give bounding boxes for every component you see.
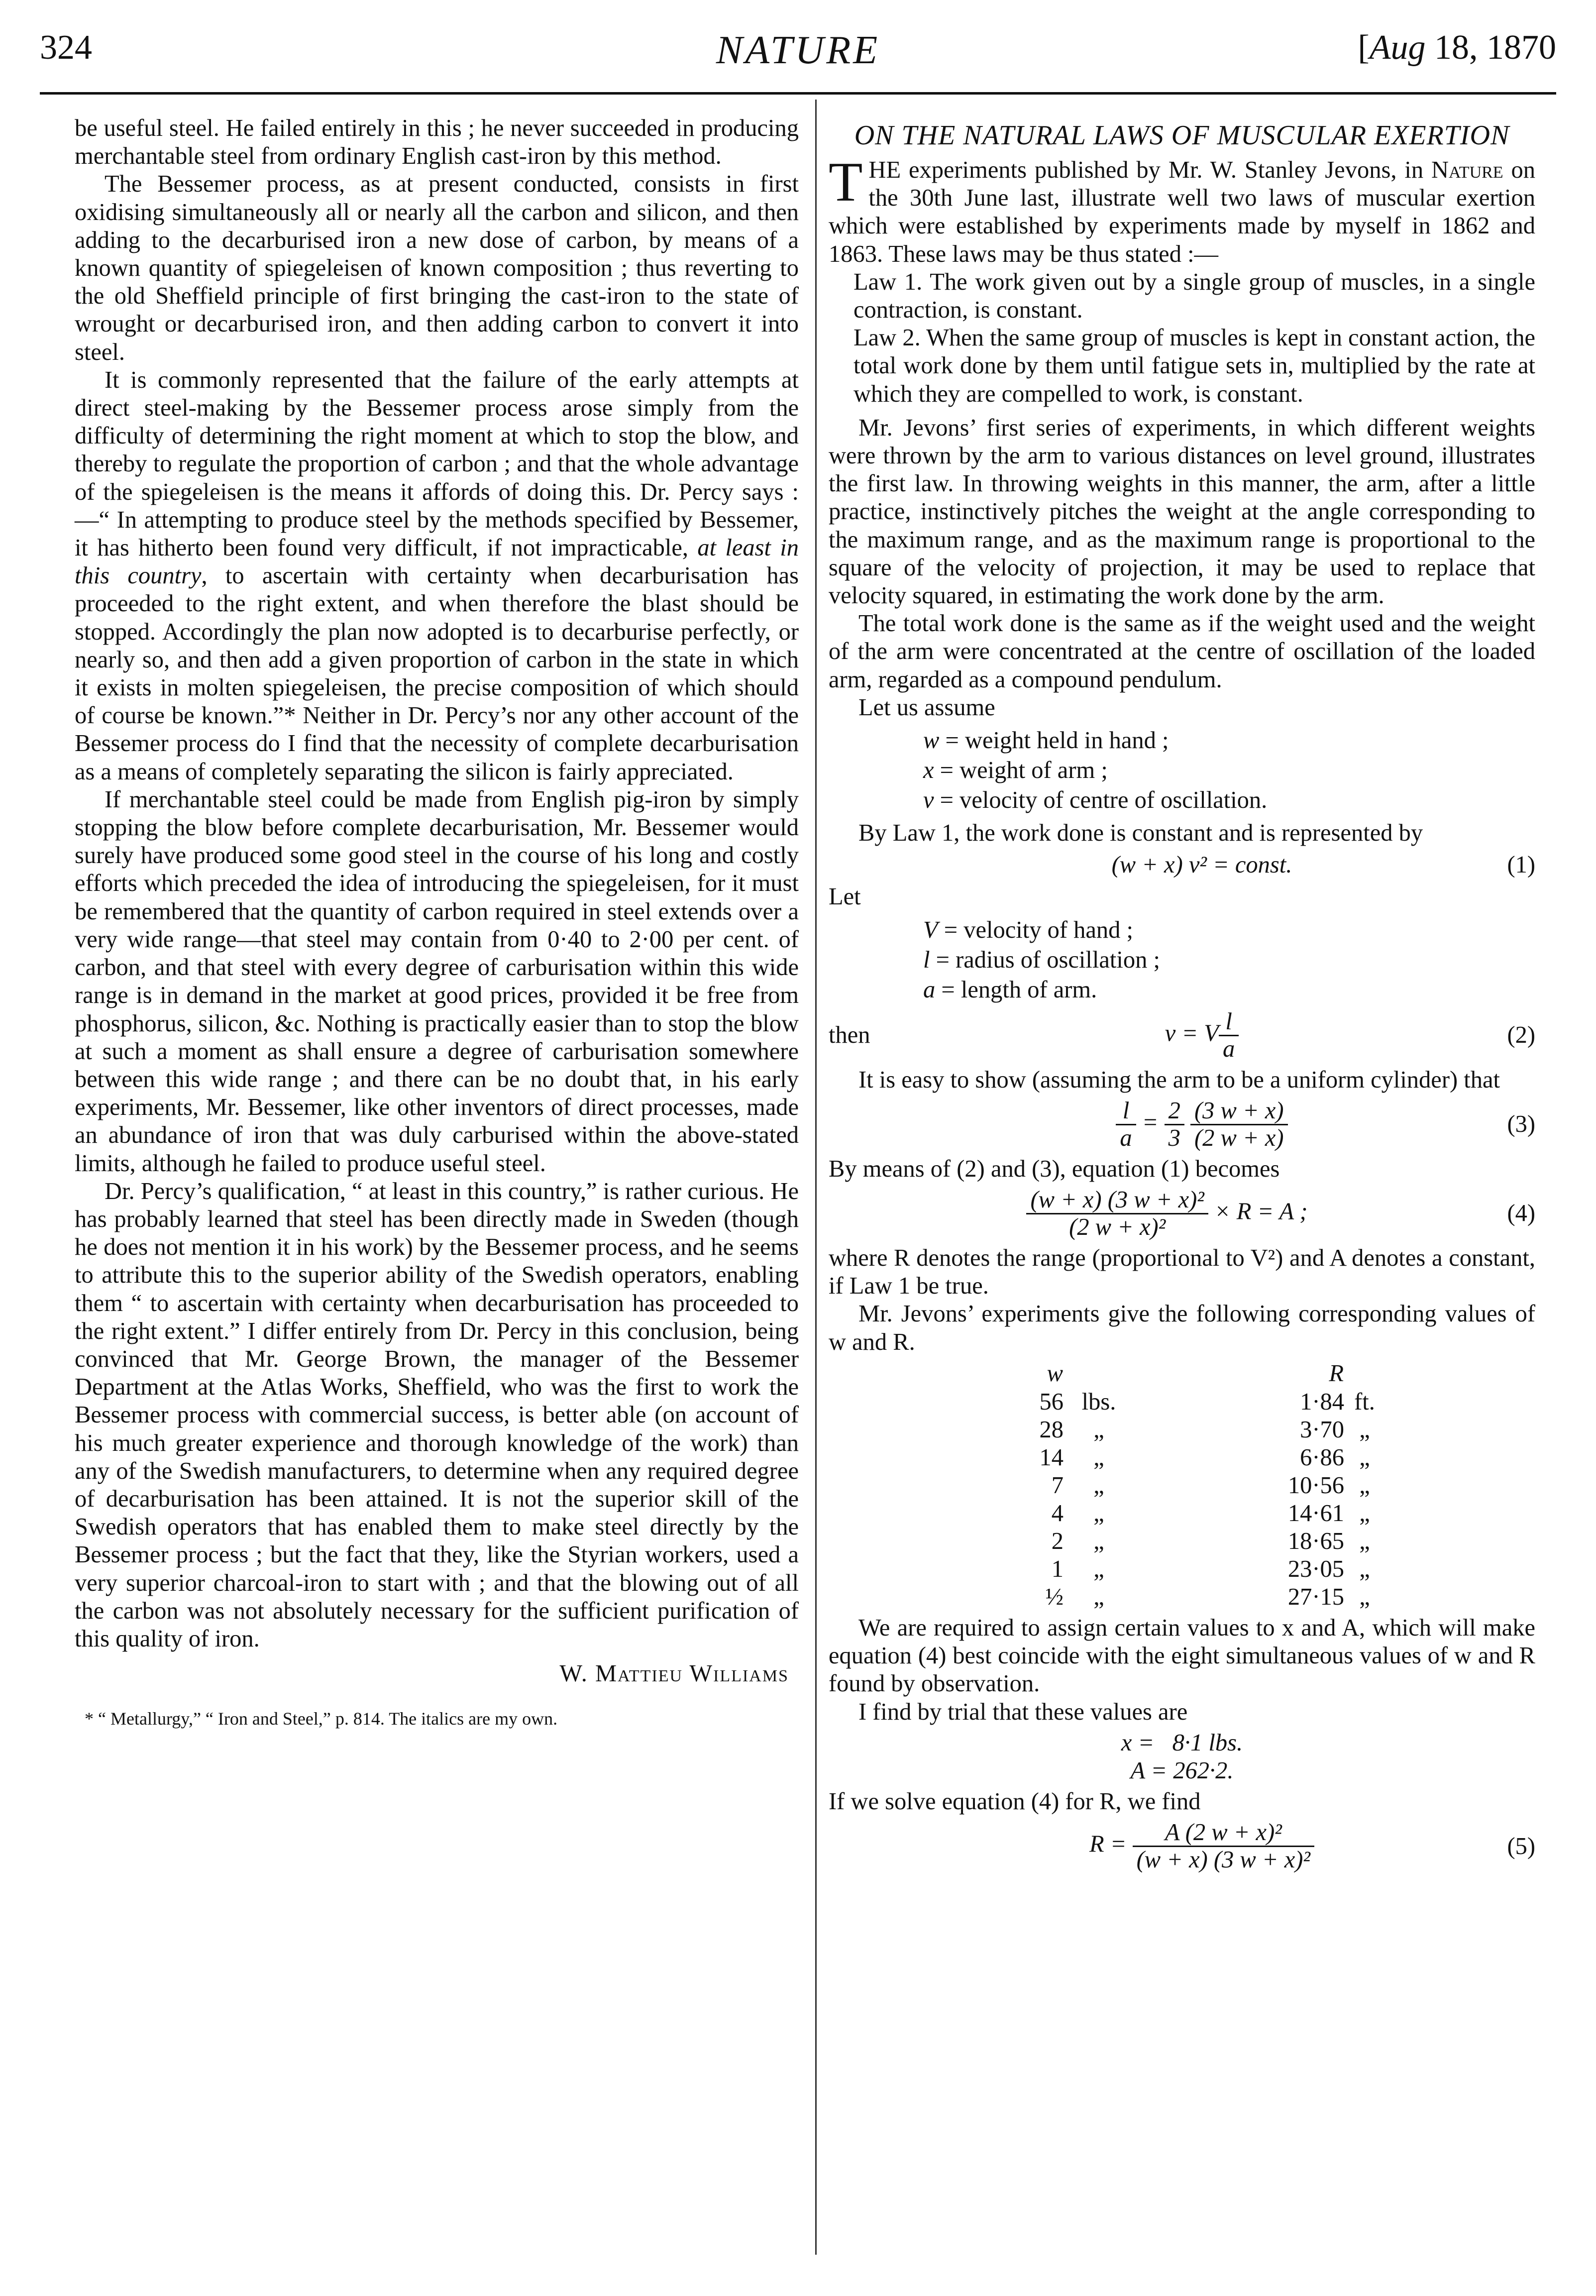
definition: w = weight held in hand ; [923,727,1169,754]
table-row: 2 „ 18·65 „ [1051,1528,1370,1554]
journal-title: NATURE [716,28,880,72]
right-column [829,119,1535,1877]
article-title: ON THE NATURAL LAWS OF MUSCULAR EXERTION [854,120,1510,151]
author-signature: W. Mattieu Williams [559,1660,789,1687]
definitions-2 [923,915,1535,1005]
paragraph: By Law 1, the work done is constant and is represented by [858,820,1423,847]
table-row: 1 „ 23·05 „ [1051,1555,1370,1582]
value-x: x = 8·1 lbs. [1121,1729,1243,1756]
value-a: A = 262·2. [1130,1757,1234,1784]
table-header: w R [1047,1360,1344,1387]
paragraph: It is easy to show (assuming the arm to be a uniform cylinder) that [858,1066,1500,1093]
table-row: ½ „ 27·15 „ [1045,1583,1370,1610]
paragraph: If merchantable steel could be made from English pig-iron by simply stopping the blow before complete decarburisation, Mr. Bessemer would surely have produced some good steel in the course of his long and costly efforts which preceded the idea of introducing the spiegeleisen, for it must be remembered that the quantity of carbon required in steel extends over a very wide range—that steel may contain from 0·40 to 2·00 per cent. of carbon, and that steel with every degree of carburisation within this wide range is in demand in the market at good prices, provided it be free from phosphorus, silicon, &c. Nothing is practically easier than to stop the blow at such a moment as shall ensure a degree of carburisation somewhere between this wide range ; and there can be no doubt that, in his early experiments, Mr. Bessemer, like other inventors of direct processes, made an abundance of iron that was duly carburised within the above-stated limits, although he failed to produce useful steel. [75,786,799,1177]
data-table [978,1359,1385,1611]
column-divider [815,100,817,2255]
law-1: Law 1. The work given out by a single group of muscles, in a single contraction, is constant. [853,268,1535,324]
definition: V = velocity of hand ; [923,916,1133,943]
definition: a = length of arm. [923,976,1097,1003]
definitions-1 [923,726,1535,815]
paragraph: If we solve equation (4) for R, we find [829,1788,1201,1815]
paragraph: be useful steel. He failed entirely in this ; he never succeeded in producing merchantable steel from ordinary English cast-iron by this method. [75,115,799,170]
paragraph: It is commonly represented that the failure of the early attempts at direct steel-making by the Bessemer process arose simply from the difficulty of determining the right moment at which to stop the blow, and thereby to regulate the proportion of carbon ; and that the whole advantage of the spiegeleisen is the means it affords of doing this. Dr. Percy says :—“ In attempting to produce steel by the methods specified by Bessemer, it has hitherto been found very difficult, if not impracticable, at least in this country, to ascertain with certainty when decarburisation has proceeded to the right extent, and when therefore the blast should be stopped. Accordingly the plan now adopted is to decarburise perfectly, or nearly so, and then add a given proportion of carbon in the state in which it exists in molten spiegeleisen, the precise composition of which should of course be known.”* Neither in Dr. Percy’s nor any other account of the Bessemer process do I find that the necessity of complete decarburisation as a means of completely separating the silicon is fairly appreciated. [75,366,799,785]
paragraph: Let [829,883,861,910]
drop-cap: T [829,151,863,213]
definition: v = velocity of centre of oscillation. [923,787,1268,814]
paragraph: Mr. Jevons’ experiments give the following corresponding values of w and R. [829,1301,1535,1355]
definition: l = radius of oscillation ; [923,946,1160,973]
intro-paragraph: THE experiments published by Mr. W. Stanley Jevons, in Nature on the 30th June last, illustrate well two laws of muscular exertion which were established by experiments made by myself in 1862 and 1863. These laws may be thus stated :— [829,151,1535,267]
running-header [40,28,1556,78]
issue-date: [Aug 18, 1870 [1358,28,1556,67]
header-rule [40,92,1556,95]
paragraph: The total work done is the same as if the weight used and the weight of the arm were concentrated at the centre of oscillation of the loaded arm, regarded as a compound pendulum. [829,610,1535,693]
law-2: Law 2. When the same group of muscles is kept in constant action, the total work done by them until fatigue sets in, multiplied by the rate at which they are compelled to work, is constant. [853,325,1535,407]
left-column [75,114,799,1730]
paragraph: I find by trial that these values are [858,1698,1188,1725]
definition: x = weight of arm ; [923,757,1108,784]
equation-2: then v = V $\frac{l}{a}$ (2) [829,1008,1535,1062]
page-number: 324 [40,28,92,67]
table-row: 28 „ 3·70 „ [1039,1416,1370,1443]
paragraph: The Bessemer process, as at present conducted, consists in first oxidising simultaneously all or nearly all the carbon and silicon, and then adding to the decarburised iron a new dose of carbon, by means of a known quantity of spiegeleisen of known composition ; thus reverting to the old Sheffield principle of first bringing the cast-iron to the state of wrought or decarburised iron, and then adding carbon to convert it into steel. [75,171,799,365]
result-values [829,1729,1535,1785]
paragraph: By means of (2) and (3), equation (1) becomes [829,1155,1280,1182]
paragraph: Let us assume [858,694,995,721]
paragraph: We are required to assign certain values to x and A, which will make equation (4) best coincide with the eight simultaneous values of w and R found by observation. [829,1614,1535,1697]
table-row: 7 „ 10·56 „ [1051,1472,1370,1499]
paragraph: where R denotes the range (proportional to V²) and A denotes a constant, if Law 1 be true. [829,1245,1535,1300]
equation-4: $\frac{\text{(w + x) (3 w + x)²}}{\text{(2 w + x)²}}$ × R = A ; (4) [829,1187,1535,1240]
equation-1: (w + x) v² = const. (1) [1111,852,1535,878]
table-row: 4 „ 14·61 „ [1051,1500,1370,1527]
equation-3: $\frac{l}{a}$ = $\frac{2}{3}$ $\frac{(3 w + x)}{(2 w + x)}$ (3) [829,1098,1535,1151]
table-row: 56 lbs. 1·84 ft. [1039,1388,1375,1415]
paragraph: Mr. Jevons’ first series of experiments, in which different weights were thrown by the arm to various distances on level ground, illustrates the first law. In throwing weights in this manner, the arm, after a little practice, instinctively pitches the weight at the angle corresponding to the maximum range, and as the maximum range is proportional to the square of the velocity of projection, it may be used to replace that velocity squared, in estimating the work done by the arm. [829,414,1535,609]
footnote: * “ Metallurgy,” “ Iron and Steel,” p. 814. The italics are my own. [85,1709,558,1729]
paragraph: Dr. Percy’s qualification, “ at least in this country,” is rather curious. He has probably learned that steel has been directly made in Sweden (though he does not mention it in his work) by the Bessemer process, and he seems to attribute this to the superior ability of the Swedish operators, enabling them “ to ascertain with certainty when decarburisation has proceeded to the right extent.” I differ entirely from Dr. Percy in this conclusion, being convinced that Mr. George Brown, the manager of the Bessemer Department at the Atlas Works, Sheffield, who was the first to work the Bessemer process with commercial success, is better able (on account of his much greater experience and thorough knowledge of the work) than any of the Swedish manufacturers, to determine when any required degree of decarburisation has been attained. It is not the superior skill of the Swedish operators that has enabled them to make steel directly by the Bessemer process ; but the fact that they, like the Styrian workers, used a very superior charcoal-iron to start with ; and that the blowing out of all the carbon was not absolutely necessary for the sufficient purification of this quality of iron. [75,1178,799,1652]
table-row: 14 „ 6·86 „ [1039,1444,1370,1471]
equation-5: R = $\frac{\text{A (2 w + x)²}}{\text{(w + x) (3 w + x)²}}$ (5) [1089,1819,1535,1873]
